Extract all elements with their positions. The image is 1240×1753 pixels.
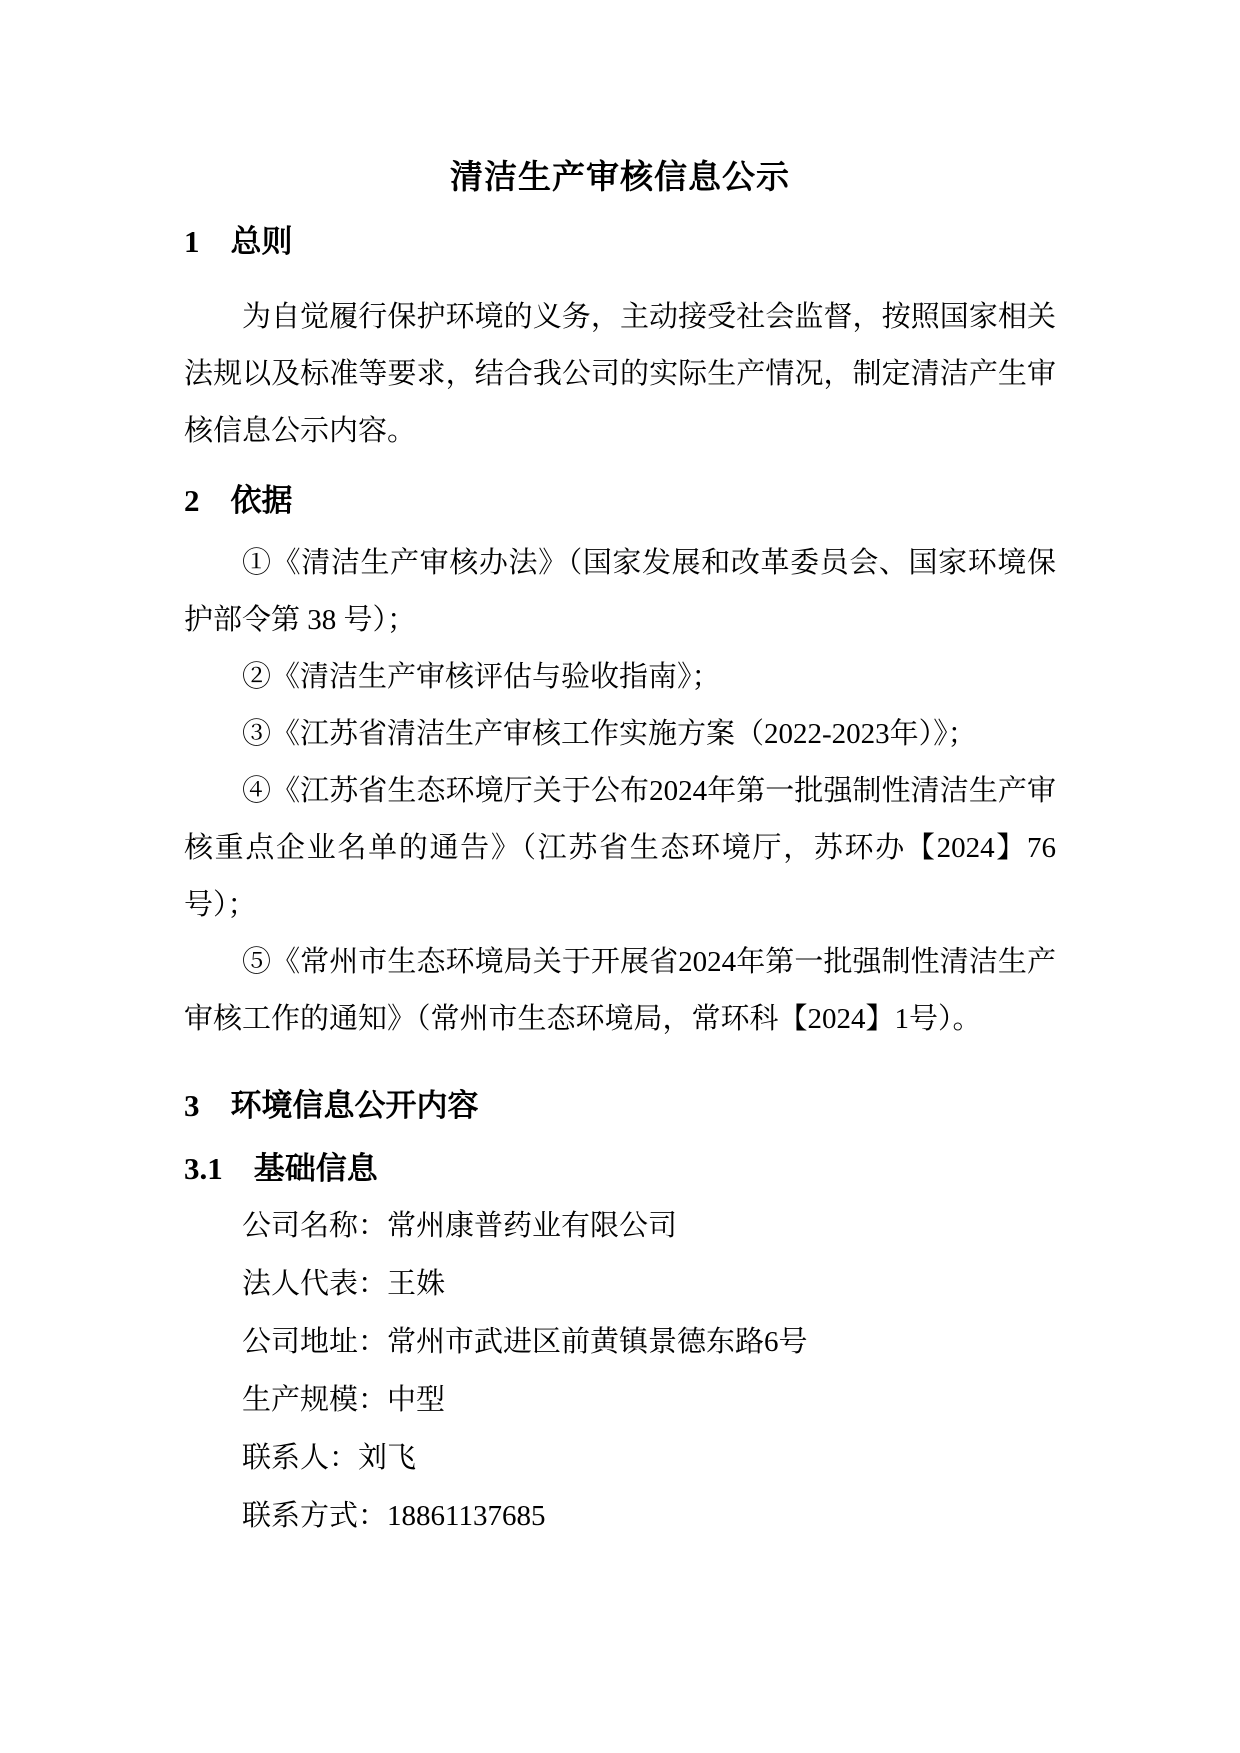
- section-2-heading: 2 依据: [184, 483, 293, 518]
- field-label: 生产规模：: [242, 1384, 388, 1416]
- basis-item-5: ⑤《常州市生态环境局关于开展省2024年第一批强制性清洁生产审核工作的通知》（常州市生态环境局，常环科【2024】1号）。: [184, 946, 1056, 1035]
- field-label: 公司地址：: [242, 1326, 388, 1358]
- field-value: 常州康普药业有限公司: [387, 1210, 678, 1242]
- basic-info-contact-phone: [184, 1487, 1056, 1545]
- field-value: 18861137685: [387, 1500, 546, 1532]
- basic-info-production-scale: [184, 1371, 1056, 1429]
- basic-info-company-name: [184, 1197, 1056, 1255]
- document-title: 清洁生产审核信息公示: [450, 160, 790, 196]
- basic-info-legal-representative: [184, 1255, 1056, 1313]
- field-label: 联系人：: [242, 1442, 359, 1474]
- field-value: 常州市武进区前黄镇景德东路6号: [387, 1326, 808, 1358]
- basis-item-4: ④《江苏省生态环境厅关于公布2024年第一批强制性清洁生产审核重点企业名单的通告》（江苏省生态环境厅，苏环办【2024】76 号）；: [184, 775, 1056, 921]
- section-1-paragraph: 为自觉履行保护环境的义务，主动接受社会监督，按照国家相关法规以及标准等要求，结合我公司的实际生产情况，制定清洁产生审核信息公示内容。: [184, 301, 1056, 447]
- basis-item-3: ③《江苏省清洁生产审核工作实施方案（2022-2023年）》；: [242, 718, 977, 750]
- field-label: 法人代表：: [242, 1268, 388, 1300]
- field-label: 联系方式：: [242, 1500, 388, 1532]
- basis-item-list: [184, 535, 1056, 1048]
- section-3-heading: 3 环境信息公开内容: [184, 1088, 479, 1123]
- field-label: 公司名称：: [242, 1210, 388, 1242]
- basis-item-1: ①《清洁生产审核办法》（国家发展和改革委员会、国家环境保护部令第 38 号）；: [184, 547, 1056, 636]
- basic-info-company-address: [184, 1313, 1056, 1371]
- basic-info-contact-person: [184, 1429, 1056, 1487]
- section-1-heading: 1 总则: [184, 224, 293, 259]
- basis-item-2: ②《清洁生产审核评估与验收指南》；: [242, 661, 721, 693]
- basic-info-list: [184, 1197, 1056, 1545]
- field-value: 刘飞: [358, 1442, 417, 1474]
- field-value: 中型: [387, 1384, 446, 1416]
- field-value: 王姝: [387, 1268, 446, 1300]
- section-3-1-heading: 3.1 基础信息: [184, 1151, 378, 1186]
